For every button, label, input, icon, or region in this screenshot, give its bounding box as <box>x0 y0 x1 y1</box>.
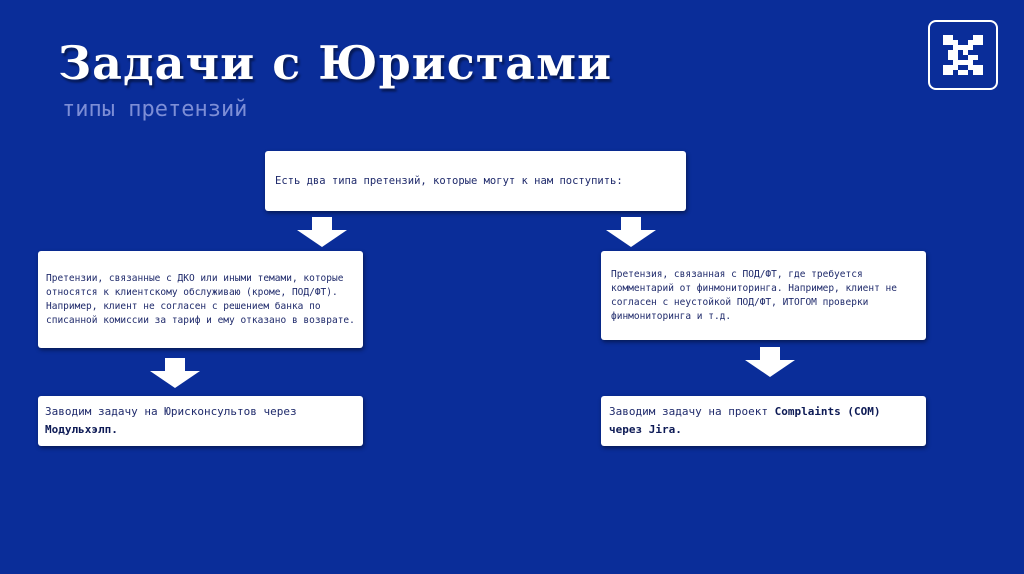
left-task-box <box>38 396 363 446</box>
left-task-text <box>45 403 356 439</box>
right-box-text: Претензия, связанная с ПОД/ФТ, где требуется комментарий от финмониторинга. Например, клиент не согласен с неустойкой ПОД/ФТ, ИТОГОМ проверки финмониторинга и т.д. <box>611 268 897 322</box>
top-box-text: Есть два типа претензий, которые могут к нам поступить: <box>275 175 623 187</box>
arrow-down-icon <box>745 347 795 377</box>
right-task-label: Заводим задачу на проект <box>609 405 775 418</box>
arrow-down-icon <box>606 217 656 247</box>
left-box-text: Претензии, связанные с ДКО или иными темами, которые относятся к клиентскому обслуживаю (кроме, ПОД/ФТ). Например, клиент не согласен с решением банка по списанной комиссии за тариф и ему отказано в возврате. <box>46 272 355 326</box>
logo <box>928 20 998 90</box>
left-box <box>38 251 363 348</box>
left-task-tool: Модульхэлп. <box>45 423 118 436</box>
page-title: Задачи с Юристами <box>58 36 613 90</box>
top-box <box>265 151 686 211</box>
right-task-text <box>609 403 918 439</box>
right-task-tool: Complaints (COM) через Jira. <box>609 405 881 436</box>
left-task-label: Заводим задачу на Юрисконсультов через <box>45 405 297 418</box>
arrow-down-icon <box>297 217 347 247</box>
pixel-logo-icon <box>943 35 983 75</box>
right-box <box>601 251 926 340</box>
page-subtitle: типы претензий <box>62 97 248 122</box>
right-task-box <box>601 396 926 446</box>
arrow-down-icon <box>150 358 200 388</box>
